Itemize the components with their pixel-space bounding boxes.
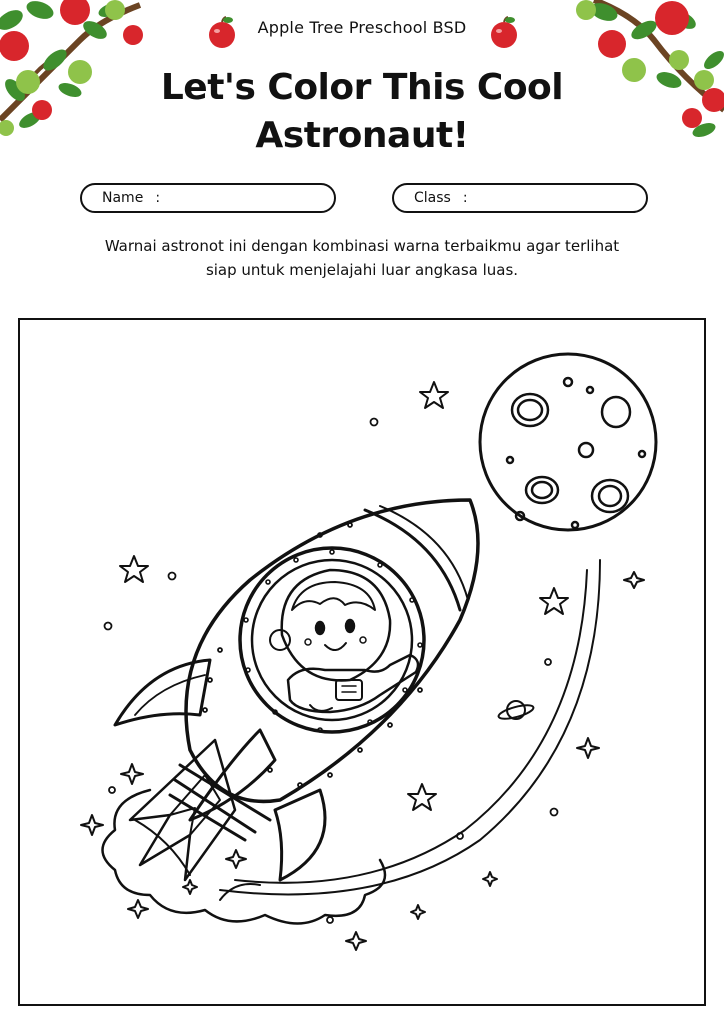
class-label: Class — [414, 190, 451, 206]
moon — [480, 354, 656, 530]
instructions — [60, 234, 664, 282]
astronaut — [240, 548, 424, 732]
instructions-line-1: Warnai astronot ini dengan kombinasi warna terbaikmu agar terlihat — [104, 237, 620, 255]
school-name: Apple Tree Preschool BSD — [257, 18, 467, 37]
class-field[interactable] — [392, 183, 648, 213]
name-colon: : — [155, 190, 161, 206]
class-colon: : — [462, 190, 468, 206]
title-line-1: Let's Color This Cool — [160, 67, 564, 108]
star-icon — [81, 382, 644, 950]
astronaut-rocket-illustration — [20, 320, 704, 1004]
instructions-line-2: siap untuk menjelajahi luar angkasa luas. — [205, 261, 519, 279]
planet-icon — [497, 701, 534, 721]
title-line-2: Astronaut! — [255, 115, 469, 156]
page-title — [80, 64, 644, 160]
name-field[interactable] — [80, 183, 336, 213]
name-label: Name — [102, 190, 144, 206]
coloring-frame — [18, 318, 706, 1006]
